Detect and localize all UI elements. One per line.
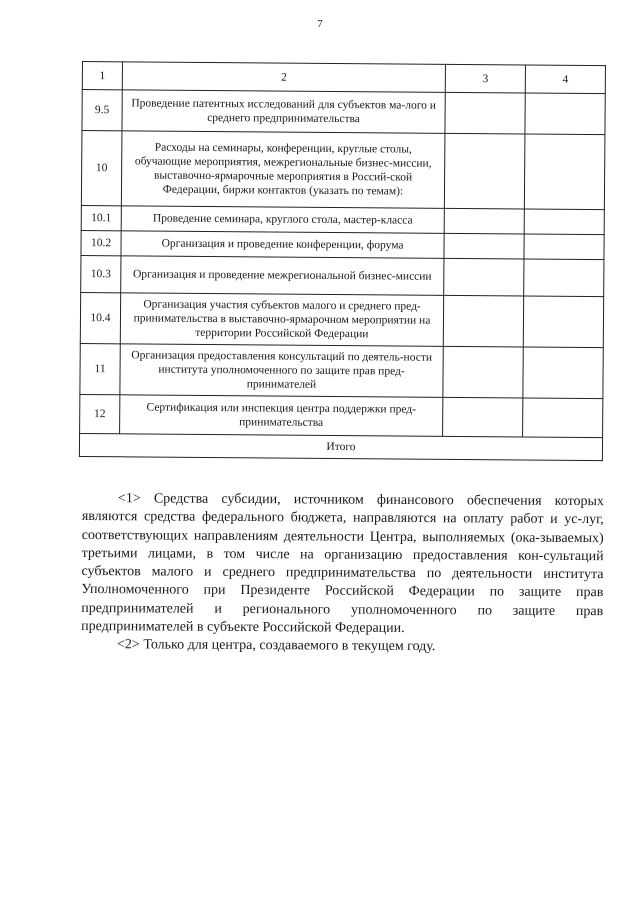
row-col4 — [523, 296, 603, 348]
row-name: Проведение патентных исследований для субъектов ма-лого и среднего предпринимательства — [122, 90, 445, 134]
row-name: Проведение семинара, круглого стола, мастер-класса — [121, 206, 444, 234]
row-col4 — [523, 347, 603, 399]
row-number: 12 — [80, 394, 120, 433]
table-header-row — [82, 62, 605, 94]
row-col4 — [523, 398, 603, 438]
row-col3 — [444, 258, 524, 296]
row-col3 — [444, 133, 525, 209]
row-name: Организация и проведение межрегиональной бизнес-миссии — [121, 256, 444, 296]
table-row — [82, 90, 605, 135]
row-number: 10.3 — [81, 255, 121, 292]
row-name: Сертификация или инспекция центра поддержки пред-принимательства — [120, 395, 443, 437]
table-row — [81, 255, 604, 296]
row-name: Организация участия субъектов малого и среднего пред-принимательства в выставочно-ярмарочном мероприятии на территории Российской Федерации — [120, 293, 443, 347]
row-number: 10.4 — [80, 292, 120, 343]
row-col4 — [524, 209, 604, 235]
row-name: Организация предоставления консультаций по деятель-ности института уполномоченного по защите прав пред-принимателей — [120, 344, 443, 398]
budget-table — [79, 61, 606, 461]
total-label: Итого — [79, 433, 602, 460]
row-number: 11 — [80, 343, 120, 394]
row-number: 9.5 — [82, 90, 122, 131]
row-col3 — [445, 92, 525, 134]
row-col3 — [443, 397, 523, 437]
row-number: 10.1 — [81, 205, 121, 230]
table-row — [81, 131, 605, 210]
row-col4 — [525, 93, 605, 135]
row-name: Организация и проведение конференции, форума — [121, 231, 444, 259]
row-col3 — [444, 208, 524, 234]
table-row — [80, 292, 603, 347]
row-name: Расходы на семинары, конференции, круглые столы, обучающие мероприятия, межрегиональные бизнес-миссии, выставочно-ярмарочные мероприятия в Россий-ской Федерации, биржи контактов (указать по темам): — [121, 131, 445, 209]
footnote-1: <1> Средства субсидии, источником финансового обеспечения которых являются средства федерального бюджета, направляются на оплату работ и ус-луг, соответствующих направлениям деятельности Центра, выполняемых (ока-зываемых) третьими лицами, в том числе на организацию предоставления кон-сультаций субъектов малого и среднего предпринимательства по деятельности института Уполномоченного при Президенте Российской Федерации по защите прав предпринимателей и регионального уполномоченного по защите прав предпринимателей в субъекте Российской Федерации. — [81, 491, 604, 637]
footnote-2: <2> Только для центра, создаваемого в текущем году. — [117, 637, 436, 655]
row-col3 — [444, 233, 524, 259]
row-col4 — [524, 134, 605, 210]
page-number: 7 — [317, 18, 323, 30]
row-col3 — [443, 295, 523, 347]
header-cell: 4 — [525, 65, 605, 94]
row-number: 10 — [81, 131, 122, 206]
footnotes — [81, 490, 604, 658]
table-row — [80, 394, 603, 437]
header-cell: 3 — [445, 64, 525, 93]
row-number: 10.2 — [81, 230, 121, 255]
header-cell: 2 — [122, 62, 445, 93]
row-col4 — [524, 259, 604, 297]
row-col4 — [524, 234, 604, 260]
header-cell: 1 — [82, 62, 122, 90]
table-total-row — [79, 433, 602, 460]
table-row — [80, 343, 603, 398]
row-col3 — [443, 346, 523, 398]
